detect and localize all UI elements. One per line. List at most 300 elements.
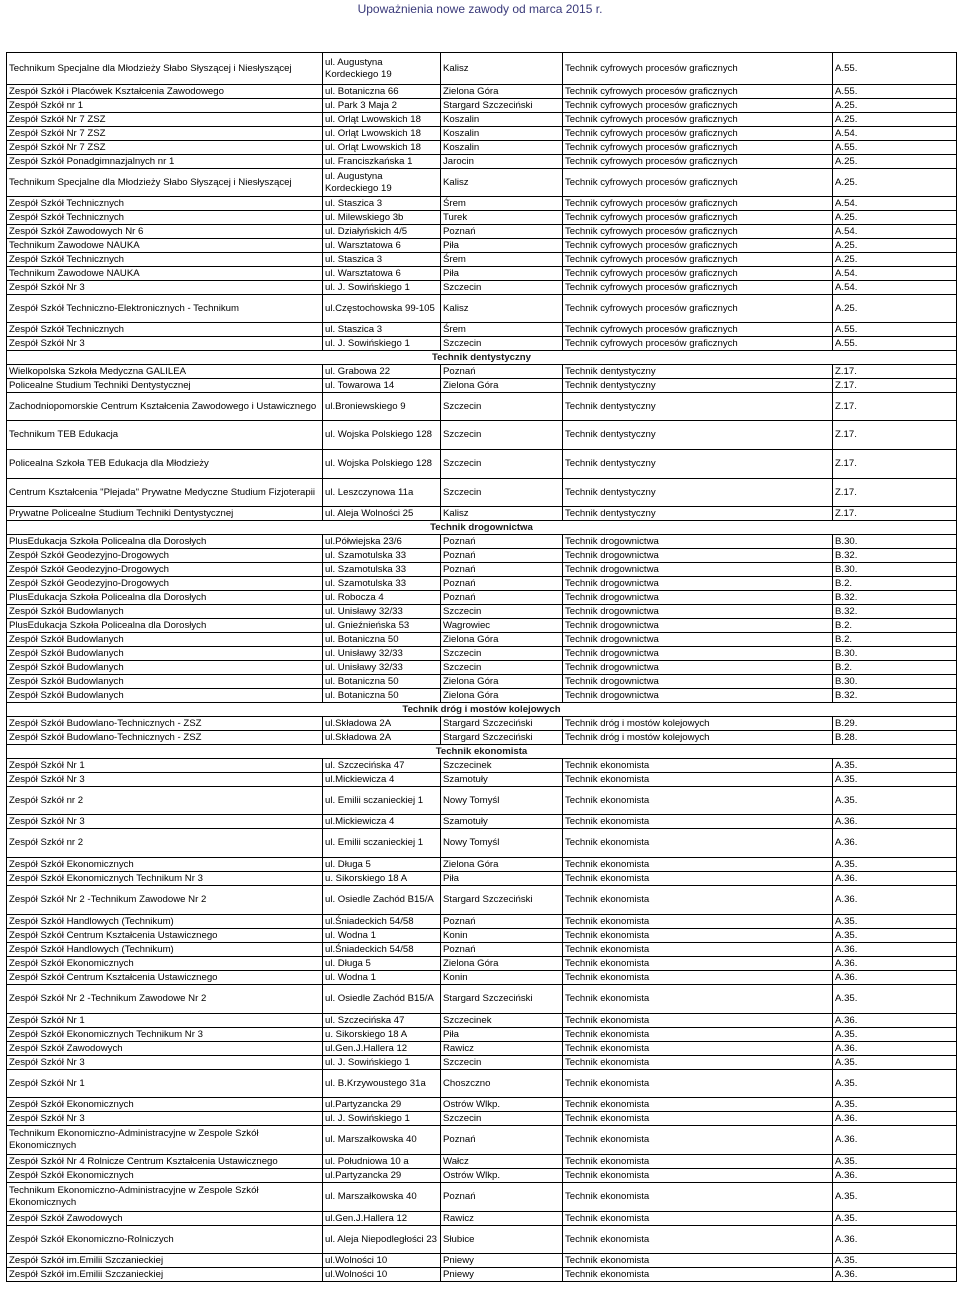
profession-cell: Technik ekonomista <box>563 1056 833 1070</box>
address-cell: ul. Gnieźnieńska 53 <box>323 619 441 633</box>
school-name-cell: Zespół Szkół Ekonomicznych <box>7 1169 323 1183</box>
city-cell: Szczecinek <box>441 1014 563 1028</box>
city-cell: Ostrów Wlkp. <box>441 1098 563 1112</box>
section-title: Technik dróg i mostów kolejowych <box>7 703 957 717</box>
profession-cell: Technik dentystyczny <box>563 507 833 521</box>
table-row <box>7 957 957 971</box>
qualification-code-cell: A.25. <box>833 113 957 127</box>
school-name-cell: Zespół Szkół Technicznych <box>7 211 323 225</box>
table-row <box>7 787 957 815</box>
qualification-code-cell: A.35. <box>833 759 957 773</box>
profession-cell: Technik drogownictwa <box>563 647 833 661</box>
table-row <box>7 479 957 507</box>
qualification-code-cell: A.35. <box>833 773 957 787</box>
address-cell: ul. Południowa 10 a <box>323 1155 441 1169</box>
qualification-code-cell: A.35. <box>833 858 957 872</box>
qualification-code-cell: B.32. <box>833 549 957 563</box>
city-cell: Wałcz <box>441 1155 563 1169</box>
address-cell: ul. Długa 5 <box>323 858 441 872</box>
address-cell: ul.Śniadeckich 54/58 <box>323 915 441 929</box>
school-name-cell: Zespół Szkół Zawodowych <box>7 1042 323 1056</box>
profession-cell: Technik drogownictwa <box>563 619 833 633</box>
profession-cell: Technik ekonomista <box>563 872 833 886</box>
address-cell: ul. J. Sowińskiego 1 <box>323 281 441 295</box>
profession-cell: Technik cyfrowych procesów graficznych <box>563 127 833 141</box>
city-cell: Szczecin <box>441 647 563 661</box>
school-name-cell: Wielkopolska Szkoła Medyczna GALILEA <box>7 365 323 379</box>
city-cell: Poznań <box>441 1126 563 1155</box>
profession-cell: Technik cyfrowych procesów graficznych <box>563 53 833 85</box>
address-cell: ul. Szamotulska 33 <box>323 563 441 577</box>
address-cell: ul. Staszica 3 <box>323 253 441 267</box>
qualification-code-cell: A.35. <box>833 1254 957 1268</box>
qualification-code-cell: A.25. <box>833 239 957 253</box>
school-name-cell: Zespół Szkół Nr 3 <box>7 1112 323 1126</box>
address-cell: ul. Botaniczna 50 <box>323 675 441 689</box>
address-cell: ul. Warsztatowa 6 <box>323 239 441 253</box>
table-row <box>7 127 957 141</box>
table-row <box>7 225 957 239</box>
qualification-code-cell: B.2. <box>833 619 957 633</box>
table-row <box>7 365 957 379</box>
qualification-code-cell: A.35. <box>833 1155 957 1169</box>
profession-cell: Technik ekonomista <box>563 1070 833 1098</box>
qualification-code-cell: A.54. <box>833 267 957 281</box>
address-cell: ul. J. Sowińskiego 1 <box>323 1056 441 1070</box>
qualification-code-cell: A.25. <box>833 211 957 225</box>
address-cell: ul. Szamotulska 33 <box>323 549 441 563</box>
address-cell: ul.Mickiewicza 4 <box>323 773 441 787</box>
school-name-cell: Technikum Ekonomiczno-Administracyjne w Zespole Szkół Ekonomicznych <box>7 1126 323 1155</box>
profession-cell: Technik ekonomista <box>563 815 833 829</box>
address-cell: ul. Towarowa 14 <box>323 379 441 393</box>
profession-cell: Technik ekonomista <box>563 1098 833 1112</box>
address-cell: ul.Partyzancka 29 <box>323 1169 441 1183</box>
city-cell: Szczecin <box>441 661 563 675</box>
city-cell: Koszalin <box>441 127 563 141</box>
city-cell: Wagrowiec <box>441 619 563 633</box>
city-cell: Śrem <box>441 253 563 267</box>
school-name-cell: Zespół Szkół Ponadgimnazjalnych nr 1 <box>7 155 323 169</box>
address-cell: ul.Wolności 10 <box>323 1268 441 1282</box>
qualification-code-cell: B.30. <box>833 563 957 577</box>
qualification-code-cell: A.36. <box>833 1042 957 1056</box>
qualification-code-cell: A.54. <box>833 281 957 295</box>
city-cell: Poznań <box>441 365 563 379</box>
address-cell: ul. Aleja Wolności 25 <box>323 507 441 521</box>
authorization-table <box>6 52 957 1282</box>
school-name-cell: Policealne Studium Techniki Dentystycznej <box>7 379 323 393</box>
city-cell: Nowy Tomyśl <box>441 787 563 815</box>
table-row <box>7 169 957 197</box>
address-cell: ul. Emilii sczanieckiej 1 <box>323 787 441 815</box>
profession-cell: Technik cyfrowych procesów graficznych <box>563 337 833 351</box>
qualification-code-cell: A.36. <box>833 957 957 971</box>
address-cell: ul. Robocza 4 <box>323 591 441 605</box>
table-row <box>7 1028 957 1042</box>
city-cell: Piła <box>441 872 563 886</box>
city-cell: Zielona Góra <box>441 85 563 99</box>
table-row <box>7 1254 957 1268</box>
profession-cell: Technik drogownictwa <box>563 577 833 591</box>
section-header-row <box>7 745 957 759</box>
city-cell: Piła <box>441 267 563 281</box>
qualification-code-cell: A.35. <box>833 1212 957 1226</box>
address-cell: ul. J. Sowińskiego 1 <box>323 1112 441 1126</box>
profession-cell: Technik ekonomista <box>563 915 833 929</box>
profession-cell: Technik ekonomista <box>563 759 833 773</box>
qualification-code-cell: A.35. <box>833 1098 957 1112</box>
table-row <box>7 197 957 211</box>
qualification-code-cell: Z.17. <box>833 479 957 507</box>
table-row <box>7 872 957 886</box>
city-cell: Jarocin <box>441 155 563 169</box>
profession-cell: Technik ekonomista <box>563 787 833 815</box>
qualification-code-cell: A.25. <box>833 253 957 267</box>
school-name-cell: PlusEdukacja Szkoła Policealna dla Dorosłych <box>7 619 323 633</box>
school-name-cell: Zespół Szkół Zawodowych Nr 6 <box>7 225 323 239</box>
school-name-cell: Zespół Szkół Budowlanych <box>7 675 323 689</box>
school-name-cell: Zespół Szkół Nr 2 -Technikum Zawodowe Nr 2 <box>7 985 323 1014</box>
profession-cell: Technik ekonomista <box>563 1126 833 1155</box>
city-cell: Szamotuły <box>441 815 563 829</box>
address-cell: ul. Unisławy 32/33 <box>323 661 441 675</box>
table-row <box>7 535 957 549</box>
section-header-row <box>7 351 957 365</box>
school-name-cell: Zespół Szkół Ekonomicznych Technikum Nr 3 <box>7 1028 323 1042</box>
city-cell: Stargard Szczeciński <box>441 717 563 731</box>
qualification-code-cell: A.25. <box>833 99 957 113</box>
school-name-cell: Zespół Szkół Zawodowych <box>7 1212 323 1226</box>
profession-cell: Technik ekonomista <box>563 1112 833 1126</box>
school-name-cell: Zespół Szkół nr 1 <box>7 99 323 113</box>
qualification-code-cell: Z.17. <box>833 365 957 379</box>
table-row <box>7 773 957 787</box>
address-cell: u. Sikorskiego 18 A <box>323 1028 441 1042</box>
qualification-code-cell: A.36. <box>833 829 957 858</box>
city-cell: Zielona Góra <box>441 689 563 703</box>
qualification-code-cell: A.54. <box>833 127 957 141</box>
table-row <box>7 253 957 267</box>
city-cell: Poznań <box>441 549 563 563</box>
address-cell: ul. Botaniczna 50 <box>323 689 441 703</box>
address-cell: ul. Osiedle Zachód B15/A <box>323 985 441 1014</box>
profession-cell: Technik cyfrowych procesów graficznych <box>563 141 833 155</box>
school-name-cell: Zespół Szkół Nr 3 <box>7 1056 323 1070</box>
profession-cell: Technik cyfrowych procesów graficznych <box>563 99 833 113</box>
profession-cell: Technik ekonomista <box>563 1028 833 1042</box>
school-name-cell: Zespół Szkół Ekonomicznych Technikum Nr 3 <box>7 872 323 886</box>
profession-cell: Technik ekonomista <box>563 773 833 787</box>
city-cell: Poznań <box>441 591 563 605</box>
profession-cell: Technik cyfrowych procesów graficznych <box>563 211 833 225</box>
qualification-code-cell: A.36. <box>833 1268 957 1282</box>
profession-cell: Technik dentystyczny <box>563 365 833 379</box>
address-cell: ul. Wojska Polskiego 128 <box>323 421 441 450</box>
address-cell: ul. Unisławy 32/33 <box>323 605 441 619</box>
table-row <box>7 1098 957 1112</box>
table-row <box>7 929 957 943</box>
city-cell: Pniewy <box>441 1254 563 1268</box>
address-cell: ul.Śniadeckich 54/58 <box>323 943 441 957</box>
city-cell: Nowy Tomyśl <box>441 829 563 858</box>
address-cell: ul.Partyzancka 29 <box>323 1098 441 1112</box>
city-cell: Szczecin <box>441 605 563 619</box>
qualification-code-cell: A.36. <box>833 1014 957 1028</box>
profession-cell: Technik dentystyczny <box>563 479 833 507</box>
table-row <box>7 1126 957 1155</box>
qualification-code-cell: A.36. <box>833 971 957 985</box>
school-name-cell: Prywatne Policealne Studium Techniki Dentystycznej <box>7 507 323 521</box>
qualification-code-cell: A.36. <box>833 943 957 957</box>
table-row <box>7 85 957 99</box>
school-name-cell: Zespół Szkół Budowlano-Technicznych - ZSZ <box>7 717 323 731</box>
school-name-cell: Zespół Szkół Nr 4 Rolnicze Centrum Kształcenia Ustawicznego <box>7 1155 323 1169</box>
table-row <box>7 1056 957 1070</box>
city-cell: Słubice <box>441 1226 563 1254</box>
address-cell: ul. Wojska Polskiego 128 <box>323 450 441 479</box>
qualification-code-cell: A.55. <box>833 85 957 99</box>
table-row <box>7 661 957 675</box>
school-name-cell: Zespół Szkół Geodezyjno-Drogowych <box>7 549 323 563</box>
city-cell: Szamotuły <box>441 773 563 787</box>
school-name-cell: Centrum Kształcenia "Plejada" Prywatne Medyczne Studium Fizjoterapii <box>7 479 323 507</box>
address-cell: ul. Leszczynowa 11a <box>323 479 441 507</box>
profession-cell: Technik ekonomista <box>563 1155 833 1169</box>
table-row <box>7 281 957 295</box>
address-cell: ul.Gen.J.Hallera 12 <box>323 1042 441 1056</box>
address-cell: ul.Mickiewicza 4 <box>323 815 441 829</box>
table-row <box>7 689 957 703</box>
address-cell: ul. Augustyna Kordeckiego 19 <box>323 169 441 197</box>
school-name-cell: Zespół Szkół Ekonomiczno-Rolniczych <box>7 1226 323 1254</box>
table-row <box>7 507 957 521</box>
address-cell: ul. Aleja Niepodległości 23 <box>323 1226 441 1254</box>
table-row <box>7 1042 957 1056</box>
address-cell: ul. Park 3 Maja 2 <box>323 99 441 113</box>
profession-cell: Technik dentystyczny <box>563 450 833 479</box>
school-name-cell: Zespół Szkół Ekonomicznych <box>7 957 323 971</box>
profession-cell: Technik drogownictwa <box>563 535 833 549</box>
qualification-code-cell: Z.17. <box>833 393 957 421</box>
school-name-cell: Zespół Szkół Nr 1 <box>7 1070 323 1098</box>
address-cell: ul. Milewskiego 3b <box>323 211 441 225</box>
city-cell: Piła <box>441 239 563 253</box>
address-cell: ul. Wodna 1 <box>323 971 441 985</box>
profession-cell: Technik ekonomista <box>563 1042 833 1056</box>
qualification-code-cell: A.55. <box>833 323 957 337</box>
profession-cell: Technik drogownictwa <box>563 661 833 675</box>
profession-cell: Technik ekonomista <box>563 985 833 1014</box>
city-cell: Szczecin <box>441 1056 563 1070</box>
section-title: Technik dentystyczny <box>7 351 957 365</box>
city-cell: Poznań <box>441 225 563 239</box>
city-cell: Poznań <box>441 943 563 957</box>
table-row <box>7 1268 957 1282</box>
qualification-code-cell: A.36. <box>833 1126 957 1155</box>
profession-cell: Technik cyfrowych procesów graficznych <box>563 281 833 295</box>
qualification-code-cell: B.30. <box>833 675 957 689</box>
table-row <box>7 577 957 591</box>
school-name-cell: Zespół Szkół Centrum Kształcenia Ustawicznego <box>7 971 323 985</box>
school-name-cell: Zespół Szkół Nr 2 -Technikum Zawodowe Nr 2 <box>7 886 323 915</box>
school-name-cell: Zespół Szkół Technicznych <box>7 253 323 267</box>
table-row <box>7 1155 957 1169</box>
school-name-cell: Zespół Szkół Ekonomicznych <box>7 858 323 872</box>
qualification-code-cell: A.36. <box>833 815 957 829</box>
page-title: Upoważnienia nowe zawody od marca 2015 r. <box>357 2 603 16</box>
school-name-cell: Zespół Szkół Nr 3 <box>7 815 323 829</box>
school-name-cell: Zespół Szkół nr 2 <box>7 829 323 858</box>
qualification-code-cell: A.36. <box>833 1226 957 1254</box>
city-cell: Choszczno <box>441 1070 563 1098</box>
address-cell: ul. Orląt Lwowskich 18 <box>323 141 441 155</box>
address-cell: ul. Osiedle Zachód B15/A <box>323 886 441 915</box>
address-cell: ul.Wolności 10 <box>323 1254 441 1268</box>
profession-cell: Technik drogownictwa <box>563 563 833 577</box>
qualification-code-cell: A.36. <box>833 1169 957 1183</box>
profession-cell: Technik cyfrowych procesów graficznych <box>563 253 833 267</box>
table-row <box>7 731 957 745</box>
table-row <box>7 1070 957 1098</box>
profession-cell: Technik drogownictwa <box>563 689 833 703</box>
qualification-code-cell: Z.17. <box>833 450 957 479</box>
address-cell: ul. Augustyna Kordeckiego 19 <box>323 53 441 85</box>
address-cell: ul. Staszica 3 <box>323 197 441 211</box>
qualification-code-cell: B.28. <box>833 731 957 745</box>
profession-cell: Technik dróg i mostów kolejowych <box>563 731 833 745</box>
school-name-cell: Zespół Szkół Nr 1 <box>7 1014 323 1028</box>
table-row <box>7 675 957 689</box>
address-cell: ul. Franciszkańska 1 <box>323 155 441 169</box>
table-row <box>7 915 957 929</box>
profession-cell: Technik cyfrowych procesów graficznych <box>563 225 833 239</box>
section-title: Technik ekonomista <box>7 745 957 759</box>
qualification-code-cell: A.35. <box>833 1070 957 1098</box>
table-row <box>7 619 957 633</box>
qualification-code-cell: B.2. <box>833 633 957 647</box>
city-cell: Szczecin <box>441 337 563 351</box>
qualification-code-cell: A.35. <box>833 1183 957 1212</box>
school-name-cell: Zespół Szkół Budowlanych <box>7 647 323 661</box>
address-cell: ul. Botaniczna 66 <box>323 85 441 99</box>
school-name-cell: Technikum Zawodowe NAUKA <box>7 267 323 281</box>
qualification-code-cell: A.25. <box>833 155 957 169</box>
profession-cell: Technik ekonomista <box>563 1254 833 1268</box>
profession-cell: Technik cyfrowych procesów graficznych <box>563 85 833 99</box>
table-row <box>7 759 957 773</box>
school-name-cell: Zespół Szkół Ekonomicznych <box>7 1098 323 1112</box>
address-cell: ul. Orląt Lwowskich 18 <box>323 113 441 127</box>
table-row <box>7 155 957 169</box>
city-cell: Szczecin <box>441 450 563 479</box>
profession-cell: Technik drogownictwa <box>563 675 833 689</box>
profession-cell: Technik dentystyczny <box>563 421 833 450</box>
city-cell: Zielona Góra <box>441 675 563 689</box>
city-cell: Stargard Szczeciński <box>441 886 563 915</box>
school-name-cell: Zespół Szkół Budowlanych <box>7 605 323 619</box>
city-cell: Poznań <box>441 577 563 591</box>
address-cell: ul.Składowa 2A <box>323 731 441 745</box>
school-name-cell: Zespół Szkół Budowlanych <box>7 661 323 675</box>
table-row <box>7 53 957 85</box>
school-name-cell: Zespół Szkół Nr 7 ZSZ <box>7 127 323 141</box>
table-row <box>7 1212 957 1226</box>
profession-cell: Technik ekonomista <box>563 929 833 943</box>
school-name-cell: Zespół Szkół Nr 3 <box>7 337 323 351</box>
city-cell: Szczecin <box>441 421 563 450</box>
table-row <box>7 1169 957 1183</box>
school-name-cell: Zespół Szkół Nr 3 <box>7 281 323 295</box>
profession-cell: Technik ekonomista <box>563 1014 833 1028</box>
city-cell: Poznań <box>441 915 563 929</box>
profession-cell: Technik drogownictwa <box>563 633 833 647</box>
profession-cell: Technik ekonomista <box>563 829 833 858</box>
city-cell: Szczecin <box>441 393 563 421</box>
qualification-code-cell: B.2. <box>833 577 957 591</box>
address-cell: ul. Szczecińska 47 <box>323 1014 441 1028</box>
school-name-cell: Zespół Szkół Techniczno-Elektronicznych - Technikum <box>7 295 323 323</box>
school-name-cell: Zespół Szkół Budowlanych <box>7 689 323 703</box>
city-cell: Rawicz <box>441 1042 563 1056</box>
qualification-code-cell: A.25. <box>833 169 957 197</box>
table-row <box>7 421 957 450</box>
qualification-code-cell: A.54. <box>833 197 957 211</box>
city-cell: Stargard Szczeciński <box>441 99 563 113</box>
city-cell: Rawicz <box>441 1212 563 1226</box>
table-row <box>7 815 957 829</box>
table-row <box>7 295 957 323</box>
city-cell: Poznań <box>441 563 563 577</box>
qualification-code-cell: A.55. <box>833 141 957 155</box>
qualification-code-cell: B.2. <box>833 661 957 675</box>
address-cell: ul. Marszałkowska 40 <box>323 1183 441 1212</box>
school-name-cell: Zespół Szkół Nr 1 <box>7 759 323 773</box>
address-cell: ul.Broniewskiego 9 <box>323 393 441 421</box>
table-row <box>7 267 957 281</box>
city-cell: Pniewy <box>441 1268 563 1282</box>
address-cell: ul. Warsztatowa 6 <box>323 267 441 281</box>
address-cell: ul. Długa 5 <box>323 957 441 971</box>
table-row <box>7 141 957 155</box>
city-cell: Szczecin <box>441 479 563 507</box>
table-row <box>7 633 957 647</box>
section-header-row <box>7 521 957 535</box>
city-cell: Kalisz <box>441 295 563 323</box>
address-cell: ul.Gen.J.Hallera 12 <box>323 1212 441 1226</box>
school-name-cell: Zespół Szkół Nr 7 ZSZ <box>7 141 323 155</box>
school-name-cell: Technikum Ekonomiczno-Administracyjne w Zespole Szkół Ekonomicznych <box>7 1183 323 1212</box>
table-row <box>7 1112 957 1126</box>
profession-cell: Technik cyfrowych procesów graficznych <box>563 113 833 127</box>
qualification-code-cell: A.35. <box>833 787 957 815</box>
city-cell: Konin <box>441 971 563 985</box>
profession-cell: Technik dróg i mostów kolejowych <box>563 717 833 731</box>
city-cell: Śrem <box>441 323 563 337</box>
table-row <box>7 113 957 127</box>
city-cell: Turek <box>441 211 563 225</box>
school-name-cell: PlusEdukacja Szkoła Policealna dla Dorosłych <box>7 591 323 605</box>
qualification-code-cell: A.35. <box>833 929 957 943</box>
section-header-row <box>7 703 957 717</box>
qualification-code-cell: B.32. <box>833 591 957 605</box>
city-cell: Kalisz <box>441 507 563 521</box>
table-row <box>7 717 957 731</box>
table-row <box>7 985 957 1014</box>
qualification-code-cell: B.30. <box>833 647 957 661</box>
profession-cell: Technik drogownictwa <box>563 591 833 605</box>
city-cell: Śrem <box>441 197 563 211</box>
